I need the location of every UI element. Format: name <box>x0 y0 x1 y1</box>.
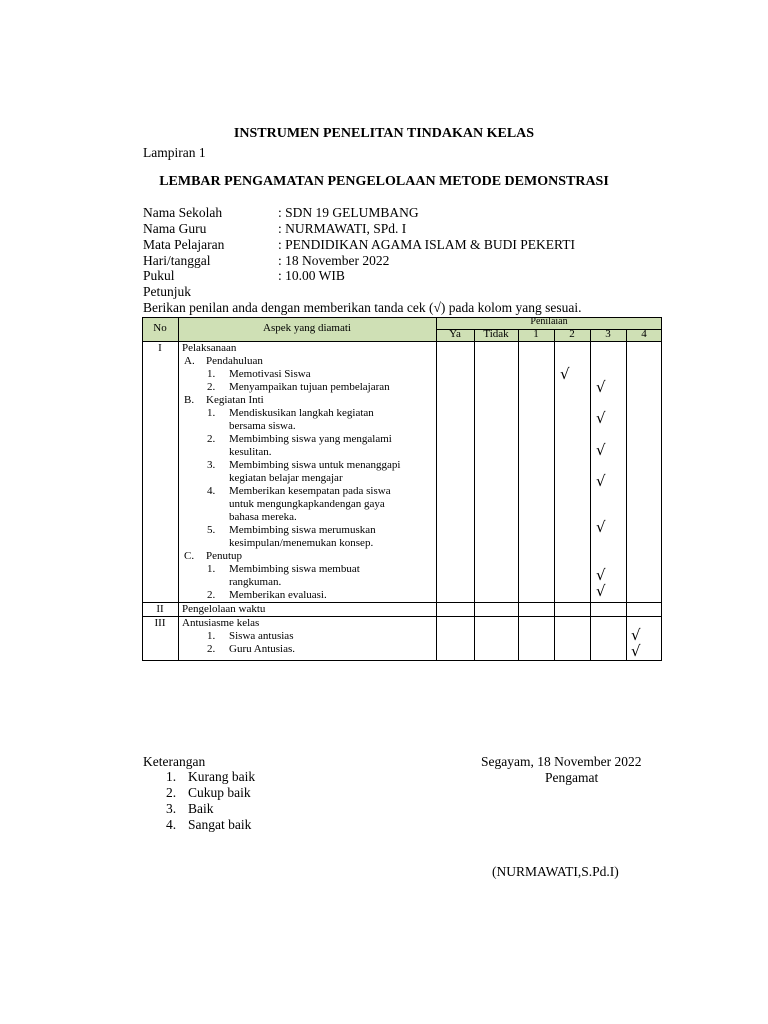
col-header-penilaian: Penilaian <box>530 316 568 327</box>
row-no-1: I <box>158 342 162 354</box>
section-marker: A. <box>184 355 195 367</box>
row-head-antusiasme: Antusiasme kelas <box>182 617 260 629</box>
item-text: kesulitan. <box>229 446 272 458</box>
item-number: 2. <box>207 589 216 601</box>
info-label-school: Nama Sekolah <box>143 205 223 220</box>
item-number: 2. <box>207 643 216 655</box>
item-text: bersama siswa. <box>229 420 296 432</box>
row-no-2: II <box>156 603 164 615</box>
item-text: kegiatan belajar mengajar <box>229 472 343 484</box>
info-value-teacher: : NURMAWATI, SPd. I <box>278 221 407 236</box>
item-text: Menyampaikan tujuan pembelajaran <box>229 381 390 393</box>
check-mark: √ <box>596 441 606 459</box>
item-text: Membimbing siswa yang mengalami <box>229 433 392 445</box>
item-text: Membimbing siswa membuat <box>229 563 360 575</box>
check-mark: √ <box>596 378 606 396</box>
observer-label: Pengamat <box>545 770 599 785</box>
petunjuk-text: Berikan penilan anda dengan memberikan tanda cek (√) pada kolom yang sesuai. <box>143 300 582 315</box>
doc-title: INSTRUMEN PENELITAN TINDAKAN KELAS <box>233 126 535 141</box>
item-text: Memberikan kesempatan pada siswa <box>229 485 391 497</box>
info-label-subject: Mata Pelajaran <box>143 237 225 252</box>
item-text: Memotivasi Siswa <box>229 368 311 380</box>
info-value-date: : 18 November 2022 <box>278 253 390 268</box>
legend-number: 3. <box>166 801 177 816</box>
check-mark: √ <box>596 566 606 584</box>
item-text: Mendiskusikan langkah kegiatan <box>229 407 374 419</box>
section-label: Kegiatan Inti <box>206 394 264 406</box>
signature-name: (NURMAWATI,S.Pd.I) <box>492 864 619 879</box>
item-text: kesimpulan/menemukan konsep. <box>229 537 374 549</box>
check-mark: √ <box>560 365 570 383</box>
item-text: bahasa mereka. <box>229 511 297 523</box>
item-number: 1. <box>207 407 216 419</box>
info-label-time: Pukul <box>143 268 175 283</box>
item-text: Memberikan evaluasi. <box>229 589 327 601</box>
item-number: 2. <box>207 433 216 445</box>
check-mark: √ <box>596 518 606 536</box>
observation-table <box>142 317 662 661</box>
row-head-waktu: Pengelolaan waktu <box>182 603 266 615</box>
item-number: 3. <box>207 459 216 471</box>
col-header-tidak: Tidak <box>483 328 509 340</box>
col-header-no: No <box>153 322 167 334</box>
check-mark: √ <box>596 472 606 490</box>
check-mark: √ <box>631 626 641 644</box>
check-mark: √ <box>631 642 641 660</box>
col-header-1: 1 <box>533 328 539 340</box>
legend-number: 2. <box>166 785 177 800</box>
item-text: Membimbing siswa untuk menanggapi <box>229 459 401 471</box>
row-head-pelaksanaan: Pelaksanaan <box>182 342 237 354</box>
legend-number: 1. <box>166 769 177 784</box>
item-number: 1. <box>207 630 216 642</box>
col-header-3: 3 <box>605 328 611 340</box>
check-mark: √ <box>596 409 606 427</box>
item-text: rangkuman. <box>229 576 282 588</box>
legend-number: 4. <box>166 817 177 832</box>
info-label-teacher: Nama Guru <box>143 221 207 236</box>
col-header-4: 4 <box>641 328 647 340</box>
legend-item: Kurang baik <box>188 769 256 784</box>
legend-title: Keterangan <box>143 754 206 769</box>
info-value-subject: : PENDIDIKAN AGAMA ISLAM & BUDI PEKERTI <box>278 237 575 252</box>
legend-item: Sangat baik <box>188 817 252 832</box>
item-text: Siswa antusias <box>229 630 294 642</box>
section-marker: B. <box>184 394 195 406</box>
info-value-time: : 10.00 WIB <box>278 268 345 283</box>
col-header-ya: Ya <box>449 328 461 340</box>
item-text: Membimbing siswa merumuskan <box>229 524 376 536</box>
item-text: Guru Antusias. <box>229 643 295 655</box>
item-number: 2. <box>207 381 216 393</box>
legend-item: Baik <box>188 801 214 816</box>
lampiran-label: Lampiran 1 <box>143 145 206 160</box>
item-text: untuk mengungkapkandengan gaya <box>229 498 385 510</box>
legend-item: Cukup baik <box>188 785 251 800</box>
section-label: Pendahuluan <box>206 355 263 367</box>
info-value-school: : SDN 19 GELUMBANG <box>278 205 419 220</box>
section-marker: C. <box>184 550 195 562</box>
petunjuk-label: Petunjuk <box>143 284 192 299</box>
item-number: 5. <box>207 524 216 536</box>
check-mark: √ <box>596 582 606 600</box>
row-no-3: III <box>154 617 166 629</box>
item-number: 4. <box>207 485 216 497</box>
sheet-title: LEMBAR PENGAMATAN PENGELOLAAN METODE DEMONSTRASI <box>159 174 609 189</box>
item-number: 1. <box>207 368 216 380</box>
section-label: Penutup <box>206 550 243 562</box>
col-header-aspek: Aspek yang diamati <box>263 322 351 334</box>
place-date: Segayam, 18 November 2022 <box>481 754 642 769</box>
info-label-date: Hari/tanggal <box>143 253 211 268</box>
item-number: 1. <box>207 563 216 575</box>
col-header-2: 2 <box>569 328 575 340</box>
